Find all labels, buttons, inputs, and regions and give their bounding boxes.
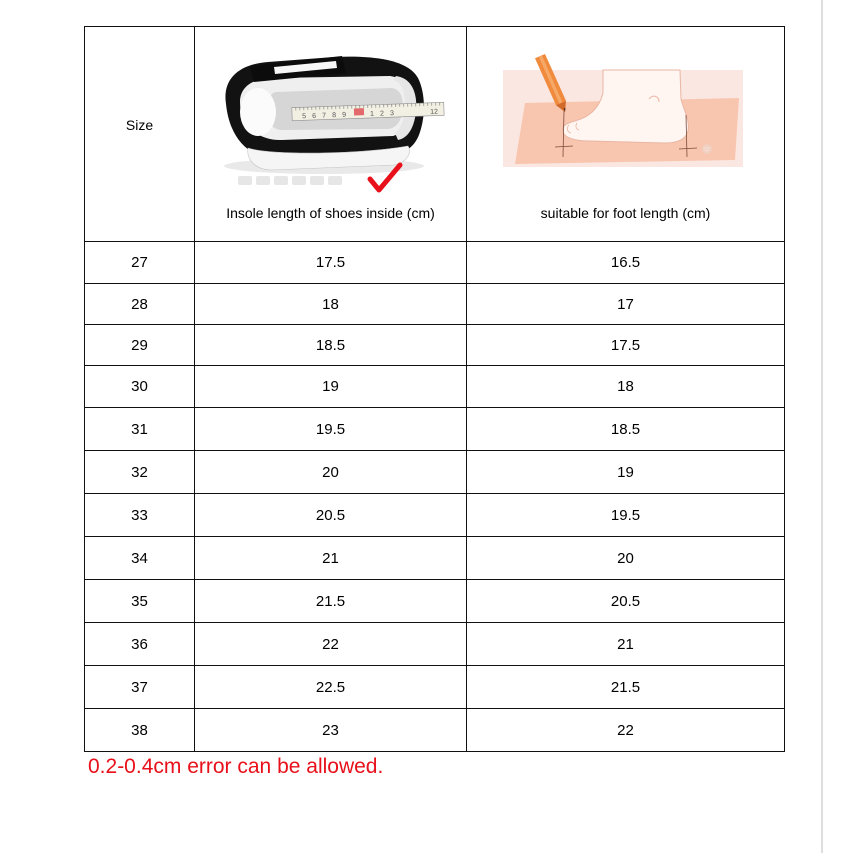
size-cell: 28 xyxy=(85,284,195,325)
size-chart-table xyxy=(84,26,785,752)
header-foot-cell xyxy=(467,27,785,242)
table-row xyxy=(85,494,785,537)
tolerance-note: 0.2-0.4cm error can be allowed. xyxy=(88,755,384,778)
tape-label: 2 xyxy=(380,110,385,118)
tape-label: 12 xyxy=(430,108,439,116)
tape-label: 8 xyxy=(332,112,337,120)
foot-length-cell: 17.5 xyxy=(467,325,785,366)
tape-label: 1 xyxy=(370,110,375,118)
toe-padding xyxy=(240,88,276,136)
foot-length-cell: 19 xyxy=(467,451,785,494)
table-row xyxy=(85,666,785,709)
tape-red-marker xyxy=(354,108,364,115)
size-cell: 34 xyxy=(85,537,195,580)
table-row xyxy=(85,451,785,494)
paper-logo-icon xyxy=(702,144,712,154)
size-cell: 36 xyxy=(85,623,195,666)
table-row xyxy=(85,408,785,451)
header-size-cell xyxy=(85,27,195,242)
insole-length-cell: 18.5 xyxy=(195,325,467,366)
tape-label: 3 xyxy=(389,110,395,118)
insole-length-cell: 18 xyxy=(195,284,467,325)
foot-length-cell: 20 xyxy=(467,537,785,580)
table-row xyxy=(85,325,785,366)
table-row xyxy=(85,623,785,666)
header-insole-cell xyxy=(195,27,467,242)
foot-measuring-illustration xyxy=(503,53,743,168)
insole-length-cell: 21 xyxy=(195,537,467,580)
size-cell: 29 xyxy=(85,325,195,366)
table-row xyxy=(85,537,785,580)
size-cell: 33 xyxy=(85,494,195,537)
size-cell: 32 xyxy=(85,451,195,494)
insole-length-cell: 20 xyxy=(195,451,467,494)
size-cell: 38 xyxy=(85,709,195,752)
size-cell: 30 xyxy=(85,366,195,408)
tape-label: 6 xyxy=(312,112,317,120)
shoe-measuring-tape-photo xyxy=(212,42,452,202)
size-cell: 31 xyxy=(85,408,195,451)
insole-length-cell: 20.5 xyxy=(195,494,467,537)
foot-length-cell: 20.5 xyxy=(467,580,785,623)
insole-length-cell: 22 xyxy=(195,623,467,666)
foot-length-cell: 21 xyxy=(467,623,785,666)
foot-length-cell: 21.5 xyxy=(467,666,785,709)
foot-length-cell: 18.5 xyxy=(467,408,785,451)
table-row xyxy=(85,242,785,284)
insole-length-cell: 17.5 xyxy=(195,242,467,284)
insole-length-cell: 19.5 xyxy=(195,408,467,451)
blurred-watermark xyxy=(238,176,342,185)
table-row xyxy=(85,366,785,408)
foot-length-cell: 22 xyxy=(467,709,785,752)
foot-length-cell: 17 xyxy=(467,284,785,325)
size-cell: 37 xyxy=(85,666,195,709)
header-insole-label: Insole length of shoes inside (cm) xyxy=(226,205,435,221)
page-edge-divider xyxy=(821,0,823,853)
tape-label: 5 xyxy=(302,113,307,121)
insole-length-cell: 22.5 xyxy=(195,666,467,709)
insole-length-cell: 21.5 xyxy=(195,580,467,623)
size-cell: 35 xyxy=(85,580,195,623)
tape-label: 7 xyxy=(322,112,327,120)
tape-label: 9 xyxy=(342,111,347,119)
header-size-label: Size xyxy=(125,117,154,133)
size-cell: 27 xyxy=(85,242,195,284)
table-row xyxy=(85,284,785,325)
insole-length-cell: 23 xyxy=(195,709,467,752)
insole-length-cell: 19 xyxy=(195,366,467,408)
foot-length-cell: 18 xyxy=(467,366,785,408)
foot-length-cell: 16.5 xyxy=(467,242,785,284)
foot-length-cell: 19.5 xyxy=(467,494,785,537)
table-row xyxy=(85,580,785,623)
table-row xyxy=(85,709,785,752)
header-row xyxy=(85,27,785,242)
header-foot-label: suitable for foot length (cm) xyxy=(540,205,711,221)
